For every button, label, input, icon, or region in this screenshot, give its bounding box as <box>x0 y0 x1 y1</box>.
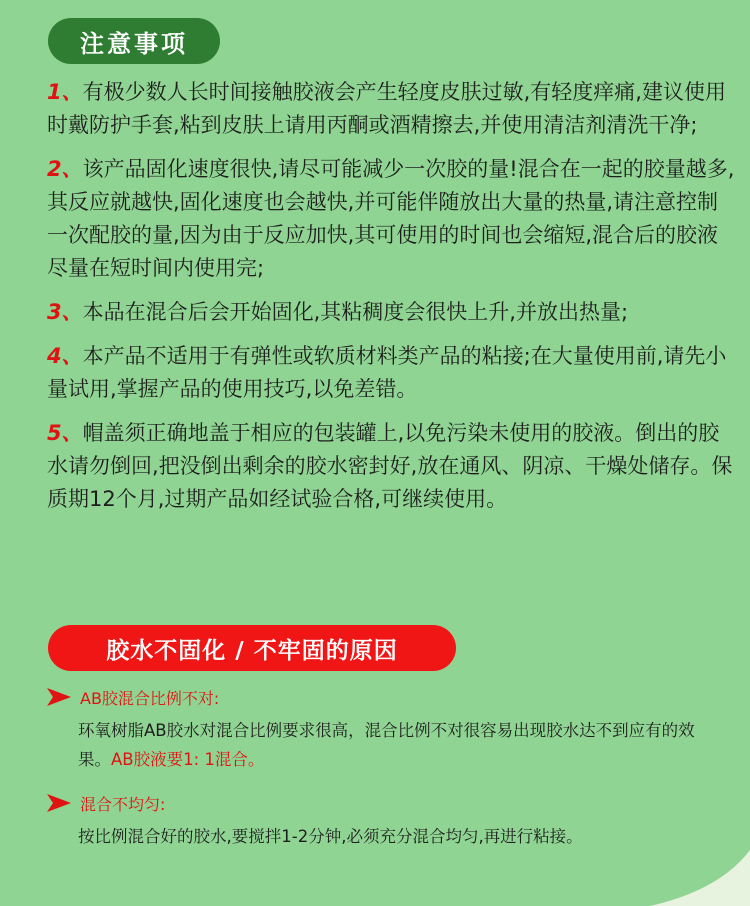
note-item-4 <box>47 340 737 406</box>
arrow-right-icon <box>46 792 72 814</box>
notes-heading <box>48 18 220 64</box>
reasons-heading-text: 胶水不固化 / 不牢固的原因 <box>106 637 398 664</box>
note-number: 3、 <box>47 300 83 324</box>
note-text: 该产品固化速度很快,请尽可能减少一次胶的量!混合在一起的胶量越多,其反应就越快,固化速度也会越快,并可能伴随放出大量的热量,请注意控制一次配胶的量,因为由于反应加快,其可使用的时间也会缩短,混合后的胶液尽量在短时间内使用完; <box>47 157 735 280</box>
arrow-right-icon <box>46 686 72 708</box>
reason-text: 环氧树脂AB胶水对混合比例要求很高，混合比例不对很容易出现胶水达不到应有的效果。 <box>78 721 695 769</box>
note-text: 本品在混合后会开始固化,其粘稠度会很快上升,并放出热量; <box>82 300 629 324</box>
notes-heading-text: 注意事项 <box>80 29 188 58</box>
note-text: 有极少数人长时间接触胶液会产生轻度皮肤过敏,有轻度痒痛,建议使用时戴防护手套,粘到皮肤上请用丙酮或酒精擦去,并使用清洁剂清洗干净; <box>47 80 726 137</box>
reason-header <box>46 790 726 816</box>
note-text: 本产品不适用于有弹性或软质材料类产品的粘接;在大量使用前,请先小量试用,掌握产品的使用技巧,以免差错。 <box>47 344 727 401</box>
reason-item-2 <box>46 790 726 851</box>
reason-body <box>78 822 726 851</box>
reason-title: AB胶混合比例不对: <box>80 688 220 708</box>
reason-body <box>78 716 726 774</box>
note-item-5 <box>47 417 737 516</box>
reason-header <box>46 684 726 710</box>
note-item-2 <box>47 153 737 285</box>
note-text: 帽盖须正确地盖于相应的包装罐上,以免污染未使用的胶液。倒出的胶水请勿倒回,把没倒出剩余的胶水密封好,放在通风、阴凉、干燥处储存。保质期12个月,过期产品如经试验合格,可继续使用。 <box>47 421 733 511</box>
note-number: 5、 <box>47 421 83 445</box>
reasons-heading <box>48 625 456 671</box>
note-number: 4、 <box>47 344 83 368</box>
note-number: 1、 <box>47 80 83 104</box>
reason-title: 混合不均匀: <box>80 794 166 814</box>
reason-item-1 <box>46 684 726 774</box>
note-number: 2、 <box>47 157 83 181</box>
reason-highlight: AB胶液要1: 1混合。 <box>111 750 265 769</box>
note-item-1 <box>47 76 737 142</box>
reason-text: 按比例混合好的胶水,要搅拌1-2分钟,必须充分混合均匀,再进行粘接。 <box>78 827 583 846</box>
note-item-3 <box>47 296 737 329</box>
notes-list <box>47 76 737 527</box>
